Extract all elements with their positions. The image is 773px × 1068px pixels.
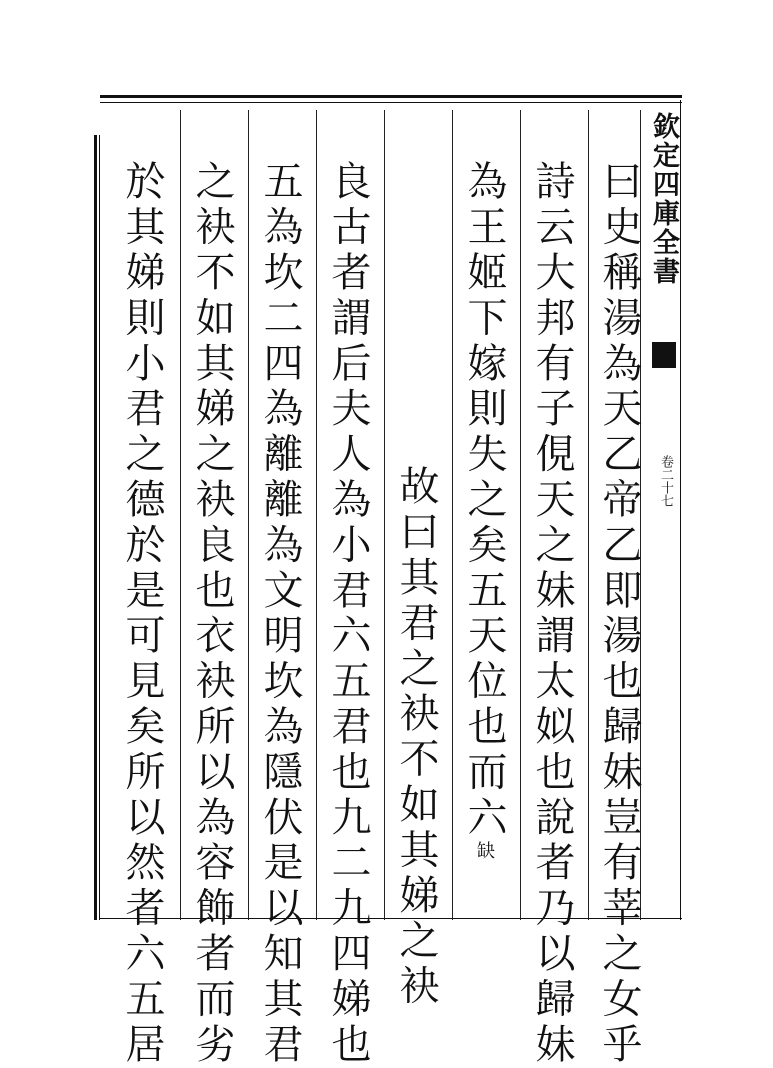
text-column-8: 於其娣則小君之德於是可見矣所以然者六五居 [119, 160, 165, 1068]
frame-right-border [680, 100, 681, 920]
text-column-5: 良古者謂后夫人為小君六五君也九二九四娣也 [325, 160, 371, 1068]
text-column-6: 五為坎二四為離離為文明坎為隱伏是以知其君 [257, 160, 303, 1068]
frame-top-border [100, 95, 682, 103]
text-column-1: 曰史稱湯為天乙帝乙即湯也歸妹豈有莘之女乎 [596, 160, 642, 1068]
column-divider [520, 110, 521, 920]
text-column-3 [460, 160, 508, 859]
column-divider [316, 110, 317, 920]
column-divider [384, 110, 385, 920]
column-divider [248, 110, 249, 920]
book-title: 欽定四庫全書 [648, 112, 679, 286]
text-column-4: 故曰其君之袂不如其娣之袂 [393, 465, 439, 1010]
text-column-3-body: 為王姬下嫁則失之矣五天位也而六 [461, 160, 507, 841]
column-divider [452, 110, 453, 920]
volume-label: 卷二十七 [658, 455, 673, 507]
seal-stamp-icon [652, 342, 676, 368]
text-column-2: 詩云大邦有子俔天之妹謂太姒也說者乃以歸妹 [529, 160, 575, 1068]
text-column-3-note: 缺 [474, 841, 495, 859]
column-divider [180, 110, 181, 920]
frame-left-border [94, 135, 100, 920]
column-divider [588, 110, 589, 920]
text-column-7: 之袂不如其娣之袂良也衣袂所以為容飾者而劣 [189, 160, 235, 1068]
